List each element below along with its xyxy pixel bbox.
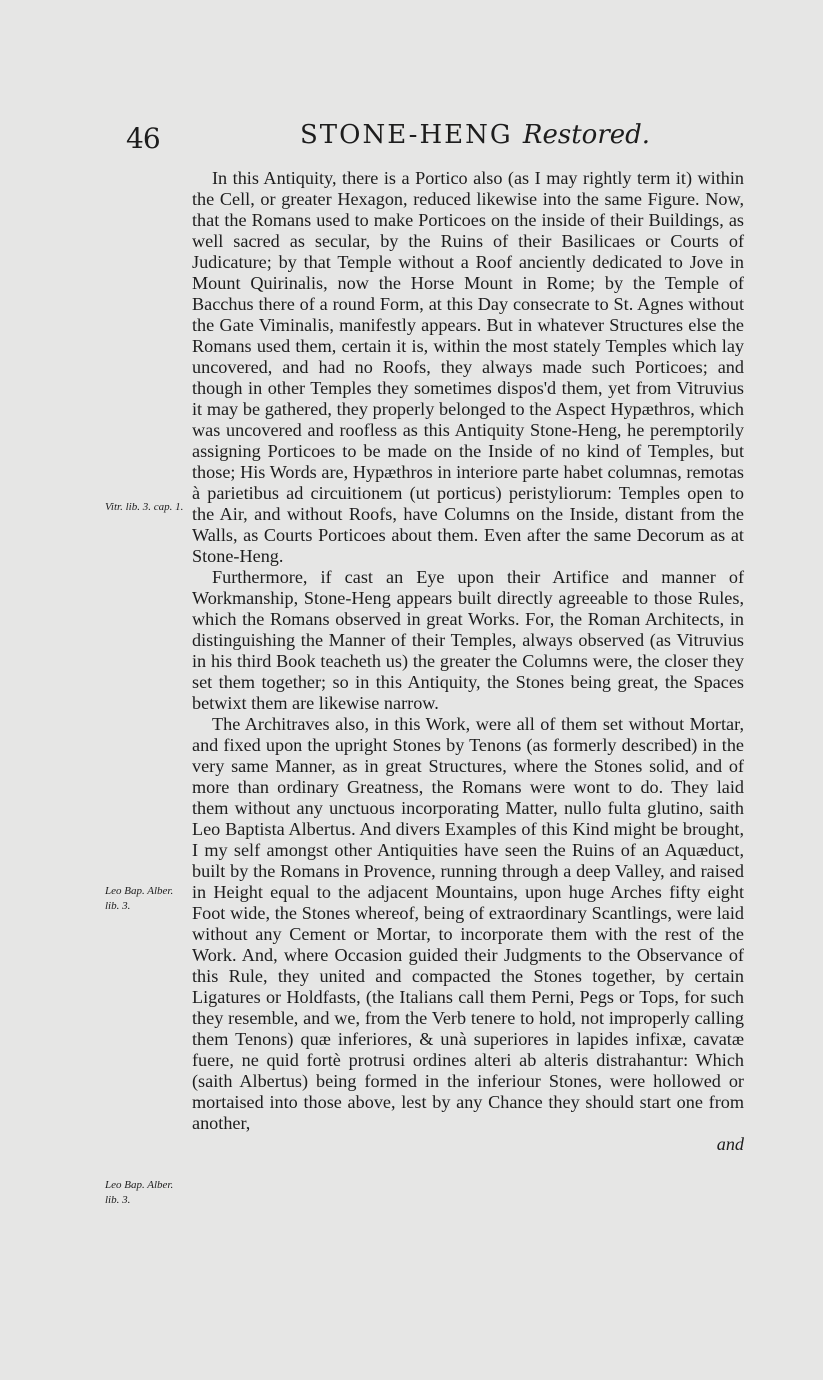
paragraph-workmanship: Furthermore, if cast an Eye upon their Artifice and manner of Workmanship, Stone-Heng appears built directly agreeable to those Rules, which the Romans observed in great Works. For, the Roman Architects, in distinguishing the Manner of their Temples, always observed (as Vitruvius in his third Book teacheth us) the greater the Columns were, the closer they set them together; so in this Antiquity, the Stones being great, the Spaces betwixt them are likewise narrow. [192,567,744,713]
margin-note-vitruvius: Vitr. lib. 3. cap. 1. [105,501,184,513]
margin-note-alberti-2: Leo Bap. Alber. lib. 3. [105,1179,174,1206]
paragraph-architraves: The Architraves also, in this Work, were all of them set without Mortar, and fixed upon the upright Stones by Tenons (as formerly described) in the very same Manner, as in great Structures, where the Stones solid, and of more than ordinary Greatness, the Romans were wont to do. They laid them without any unctuous incorporating Matter, nullo fulta glutino, saith Leo Baptista Albertus. And divers Examples of this Kind might be brought, I my self amongst other Antiquities have seen the Ruins of an Aquæduct, built by the Romans in Provence, running through a deep Valley, and raised in Height equal to the adjacent Mountains, upon huge Arches fifty eight Foot wide, the Stones whereof, being of extraordinary Scantlings, were laid without any Cement or Mortar, to incorporate them with the rest of the Work. And, where Occasion guided their Judgments to the Observance of this Rule, they united and compacted the Stones together, by certain Ligatures or Holdfasts, (the Italians call them Perni, Pegs or Tops, for such they resemble, and we, from the Verb tenere to hold, not improperly calling them Tenons) quæ inferiores, & unà superiores in lapides infixæ, cavatæ fuere, ne quid fortè protrusi ordines alteri ab alteris distrahantur: Which (saith Albertus) being formed in the inferiour Stones, were hollowed or mortaised into those above, lest by any Chance they should start one from another, [192,714,744,1133]
body-text [192,168,744,1155]
margin-note-alberti-1: Leo Bap. Alber. lib. 3. [105,885,174,912]
paragraph-portico: In this Antiquity, there is a Portico also (as I may rightly term it) within the Cell, or greater Hexagon, reduced likewise into the same Figure. Now, that the Romans used to make Porticoes on the inside of their Buildings, as well sacred as secular, by the Ruins of their Basilicaes or Courts of Judicature; by that Temple without a Roof anciently dedicated to Jove in Mount Quirinalis, now the Horse Mount in Rome; by the Temple of Bacchus there of a round Form, at this Day consecrate to St. Agnes without the Gate Viminalis, manifestly appears. But in whatever Structures else the Romans used them, certain it is, within the most stately Temples which lay uncovered, and had no Roofs, they always made such Porticoes; and though in other Temples they sometimes dispos'd them, yet from Vitruvius it may be gathered, they properly belonged to the Aspect Hypæthros, which was uncovered and roofless as this Antiquity Stone-Heng, he peremptorily assigning Porticoes to be made on the Inside of no kind of Temples, but those; His Words are, Hypæthros in interiore parte habet columnas, remotas à parietibus ad circuitionem (ut porticus) peristyliorum: Temples open to the Air, and without Roofs, have Columns on the Inside, distant from the Walls, as Courts Porticoes about them. Even after the same Decorum as at Stone-Heng. [192,168,744,566]
running-head-main: STONE-HENG [300,120,513,150]
page-number: 46 [126,122,160,155]
running-head-italic: Restored. [522,120,651,150]
running-head [300,120,650,150]
catchword: and [716,1134,744,1154]
